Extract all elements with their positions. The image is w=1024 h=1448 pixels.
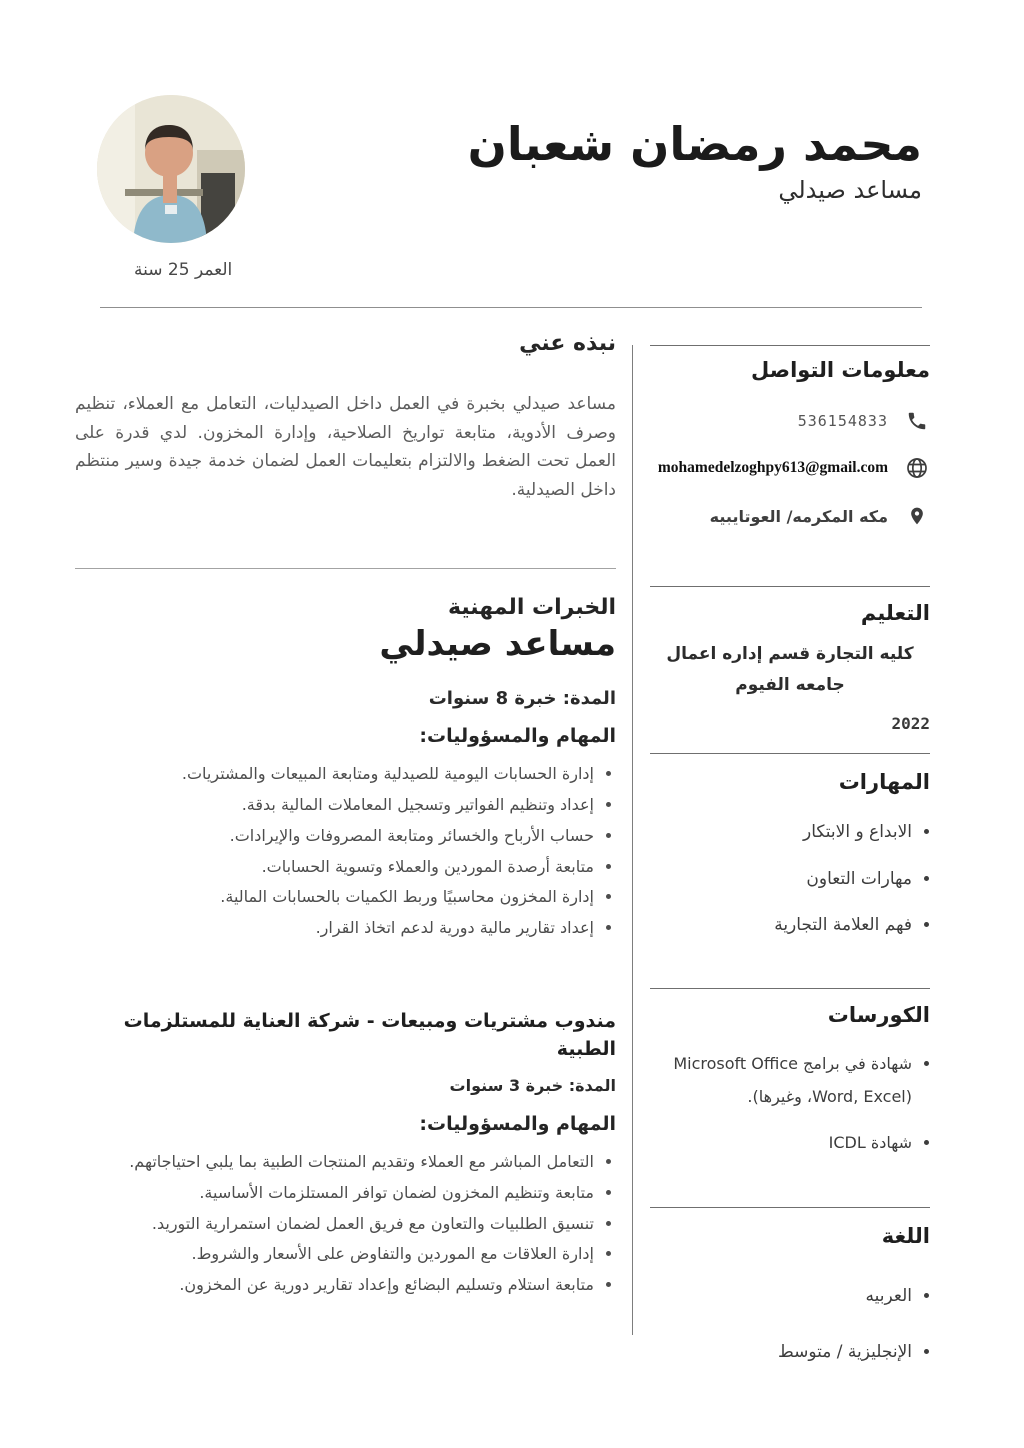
education-heading: التعليم [860, 601, 930, 625]
education-section [650, 586, 930, 753]
task-item: • إدارة الحسابات اليومية للصيدلية ومتابعة المبيعات والمشتريات. [75, 762, 594, 787]
tasks-heading-2: المهام والمسؤوليات: [419, 1112, 616, 1135]
profile-photo [97, 95, 245, 243]
task-item: • إعداد وتنظيم الفواتير وتسجيل المعاملات المالية بدقة. [75, 793, 594, 818]
person-age: العمر 25 سنة [134, 260, 233, 280]
contact-section [650, 345, 930, 586]
about-heading: نبذه عني [519, 331, 616, 356]
task-item: • حساب الأرباح والخسائر ومتابعة المصروفات والإيرادات. [75, 824, 594, 849]
tasks-list-2 [75, 1150, 616, 1298]
tasks-heading-1: المهام والمسؤوليات: [419, 725, 616, 748]
language-section [650, 1207, 930, 1365]
tasks-list-1 [75, 762, 616, 941]
contact-heading: معلومات التواصل [751, 358, 930, 382]
skill-item: • مهارات التعاون [650, 867, 912, 893]
about-text: مساعد صيدلي بخبرة في العمل داخل الصيدليات، التعامل مع العملاء، تنظيم وصرف الأدوية، متابعة تواريخ الصلاحية، وإدارة المخزون. لدي قدرة على العمل تحت الضغط والالتزام بتعليمات العمل لضمان خدمة جيدة وسير منتظم داخل الصيدلية. [75, 394, 616, 500]
language-heading: اللغة [881, 1224, 930, 1249]
person-name: محمد رمضان شعبان [467, 117, 922, 171]
main-column [75, 331, 616, 1304]
job-duration-1: المدة: خبرة 8 سنوات [428, 688, 616, 710]
task-item: • متابعة وتنظيم المخزون لضمان توافر المستلزمات الأساسية. [75, 1181, 594, 1206]
location-pin-icon [904, 504, 930, 528]
job-duration-2: المدة: خبرة 3 سنوات [449, 1075, 616, 1095]
language-item: • الإنجليزية / متوسط [650, 1340, 912, 1366]
skills-list [650, 820, 930, 939]
header-divider [100, 307, 922, 308]
education-school: كليه التجارة قسم إداره اعمال جامعه الفيوم [666, 644, 914, 695]
task-item: • إدارة العلاقات مع الموردين والتفاوض على الأسعار والشروط. [75, 1242, 594, 1267]
column-divider [632, 345, 633, 1335]
job-title-2: مندوب مشتريات ومبيعات - شركة العناية للمستلزمات الطبية [123, 1009, 616, 1061]
course-item: • شهادة ICDL [650, 1126, 912, 1160]
header [468, 118, 922, 204]
skills-section [650, 753, 930, 988]
experience-heading: الخبرات المهنية [447, 595, 616, 621]
contact-location-row [650, 504, 930, 528]
task-item: • إعداد تقارير مالية دورية لدعم اتخاذ القرار. [75, 916, 594, 941]
location-text: مكه المكرمه/ العوتايبيه [709, 506, 888, 526]
contact-email-row [650, 456, 930, 480]
language-list [650, 1284, 930, 1365]
email-address: mohamedelzoghpy613@gmail.com [657, 459, 888, 476]
task-item: • التعامل المباشر مع العملاء وتقديم المنتجات الطبية بما يلبي احتياجاتهم. [75, 1150, 594, 1175]
skill-item: • الابداع و الابتكار [650, 820, 912, 846]
skill-item: • فهم العلامة التجارية [650, 913, 912, 939]
task-item: • متابعة أرصدة الموردين والعملاء وتسوية الحسابات. [75, 855, 594, 880]
about-section [75, 331, 616, 504]
sidebar [650, 345, 930, 1395]
course-item: • شهادة في برامج Microsoft Office (Word, Excel، وغيرها). [650, 1047, 912, 1114]
language-item: • العربيه [650, 1284, 912, 1310]
experience-section [75, 595, 616, 1298]
job-title-1: مساعد صيدلي [379, 624, 616, 665]
courses-list [650, 1047, 930, 1160]
phone-icon [904, 410, 930, 432]
task-item: • تنسيق الطلبيات والتعاون مع فريق العمل لضمان استمرارية التوريد. [75, 1212, 594, 1237]
profile-photo-illustration [97, 95, 245, 243]
courses-heading: الكورسات [827, 1002, 930, 1027]
task-item: • متابعة استلام وتسليم البضائع وإعداد تقارير دورية عن المخزون. [75, 1273, 594, 1298]
education-year: 2022 [891, 714, 930, 734]
courses-section [650, 988, 930, 1208]
task-item: • إدارة المخزون محاسبيًا وربط الكميات بالحسابات المالية. [75, 885, 594, 910]
skills-heading: المهارات [838, 770, 930, 795]
contact-phone-row [650, 410, 930, 432]
phone-number: 536154833 [797, 412, 888, 430]
person-job-title: مساعد صيدلي [778, 175, 922, 204]
about-experience-divider [75, 568, 616, 569]
globe-icon [904, 456, 930, 480]
